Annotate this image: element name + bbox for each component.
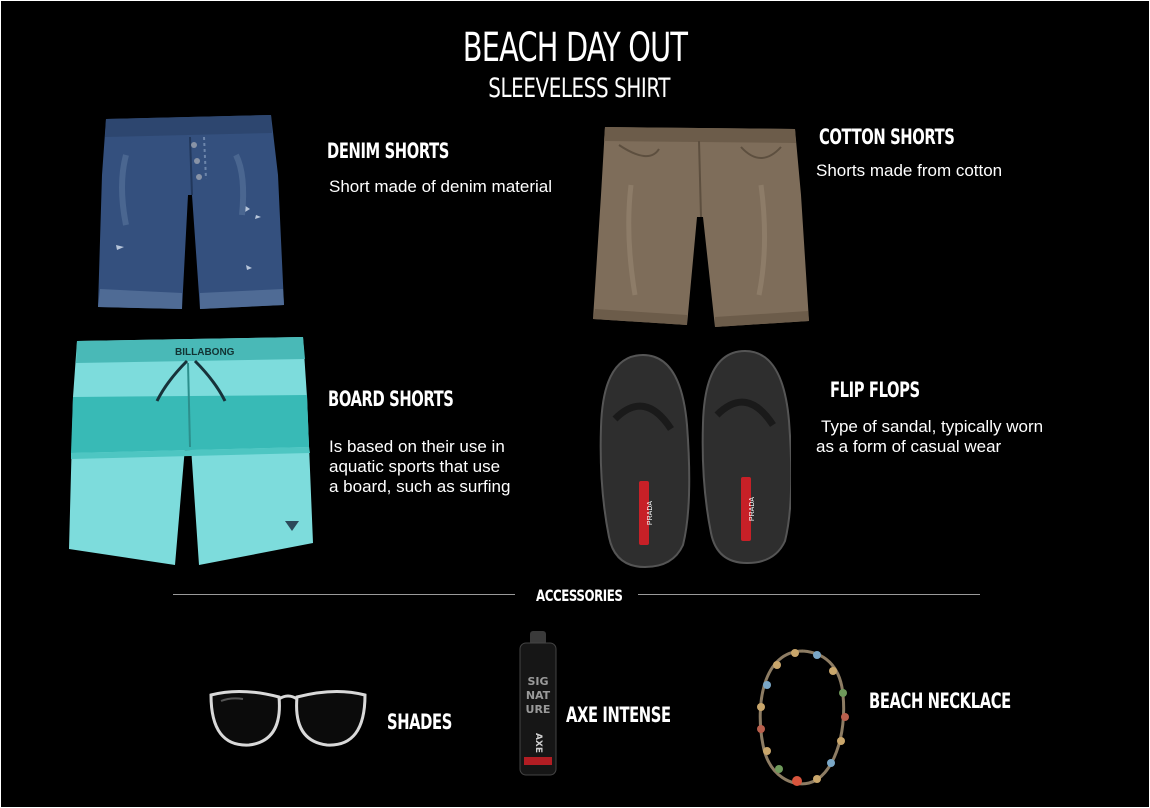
- item-description-flip-flops-line-1: Type of sandal, typically worn: [821, 417, 1044, 436]
- denim-shorts-image: [96, 115, 286, 315]
- item-name-flip-flops: FLIP FLOPS: [830, 378, 920, 402]
- svg-text:PRADA: PRADA: [647, 500, 654, 526]
- deodorant-can-image: [518, 631, 558, 777]
- divider-right: [638, 594, 980, 595]
- item-name-cotton-shorts: COTTON SHORTS: [819, 125, 955, 149]
- accessory-name-beach-necklace: BEACH NECKLACE: [869, 689, 1011, 713]
- svg-text:PRADA: PRADA: [749, 496, 756, 522]
- item-description-denim-shorts: Short made of denim material: [329, 177, 552, 196]
- item-description-board-shorts-line-2: aquatic sports that use: [329, 457, 501, 476]
- item-name-denim-shorts: DENIM SHORTS: [327, 139, 449, 163]
- accessory-name-shades: SHADES: [387, 710, 452, 734]
- svg-text:NAT: NAT: [525, 689, 551, 702]
- page-subtitle: SLEEVELESS SHIRT: [488, 73, 670, 104]
- sunglasses-image: [207, 687, 369, 749]
- item-description-board-shorts-line-3: a board, such as surfing: [329, 477, 511, 496]
- divider-left: [173, 594, 515, 595]
- board-shorts-image: [67, 337, 317, 569]
- svg-text:URE: URE: [525, 703, 551, 716]
- lookbook-board: [1, 1, 1149, 807]
- page-title: BEACH DAY OUT: [462, 25, 688, 71]
- accessories-heading: ACCESSORIES: [536, 586, 623, 605]
- bead-necklace-image: [753, 645, 857, 791]
- svg-text:SIG: SIG: [527, 675, 549, 688]
- svg-text:BILLABONG: BILLABONG: [175, 347, 235, 358]
- item-name-board-shorts: BOARD SHORTS: [328, 387, 454, 411]
- item-description-board-shorts-line-1: Is based on their use in: [329, 437, 505, 456]
- flip-flops-image: [599, 349, 791, 569]
- accessory-name-axe-intense: AXE INTENSE: [566, 703, 671, 727]
- item-description-flip-flops-line-2: as a form of casual wear: [816, 437, 1002, 456]
- svg-text:AXE: AXE: [533, 732, 543, 754]
- cotton-shorts-image: [591, 125, 811, 331]
- item-description-cotton-shorts: Shorts made from cotton: [816, 161, 1003, 180]
